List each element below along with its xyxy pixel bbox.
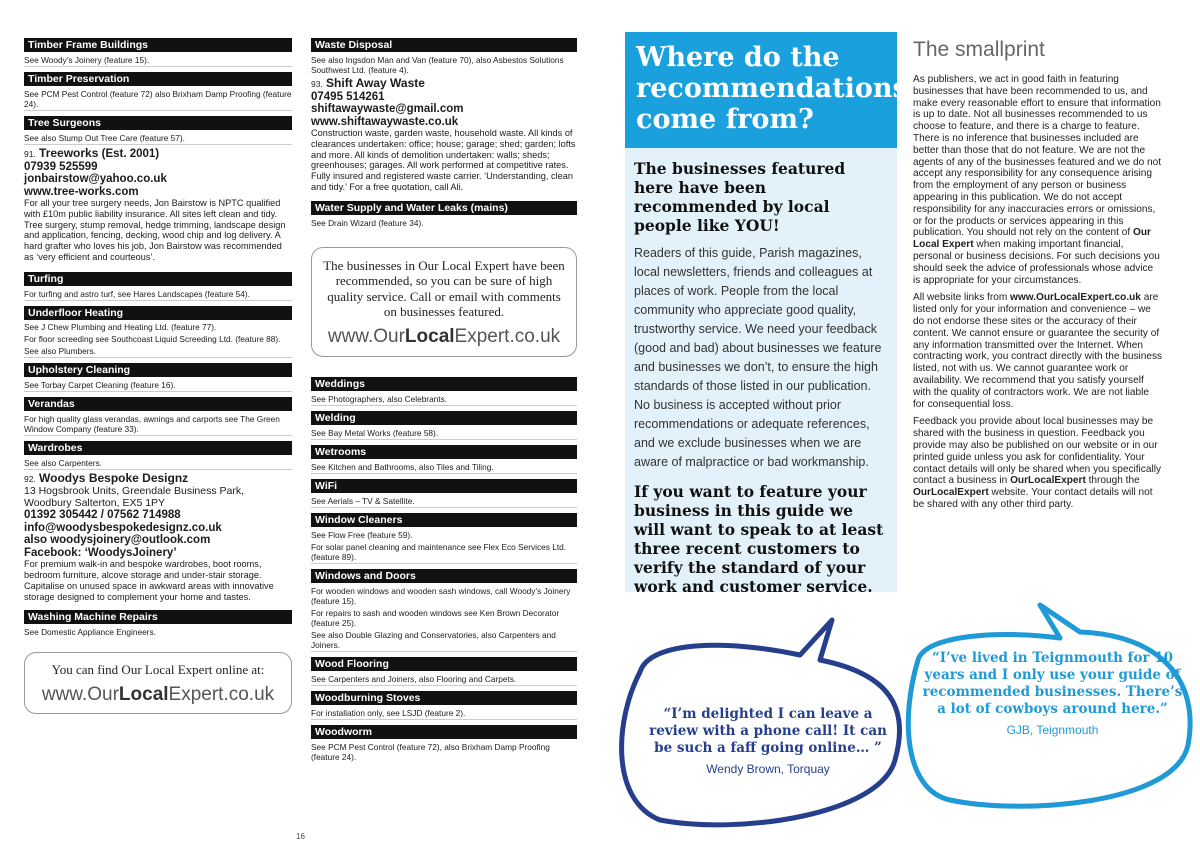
text: website. Your contact details will not be shared with any other third party. [913, 487, 1153, 510]
recommend-text: The businesses in Our Local Expert have been recommended, so you can be sure of high quality service. Call or email with comments on businesses featured. [323, 257, 565, 320]
heading-window-cleaners: Window Cleaners [311, 513, 577, 527]
website-link[interactable]: www.shiftawaywaste.co.uk [311, 115, 459, 128]
see-washing: See Domestic Appliance Engineers. [24, 627, 156, 638]
see-wetrooms: See Kitchen and Bathrooms, also Tiles and Tiling. [311, 459, 577, 474]
established: (Est. 2001) [101, 148, 160, 160]
heading-woodburning: Woodburning Stoves [311, 691, 577, 705]
heading-timber-frame: Timber Frame Buildings [24, 38, 292, 52]
quote-gjb [920, 650, 1185, 737]
address-2: Woodbury Salterton, EX5 1PY [24, 497, 166, 510]
heading-wood-flooring: Wood Flooring [311, 657, 577, 671]
panel-heading: Where do the recommendations come from? [625, 32, 897, 148]
heading-verandas: Verandas [24, 397, 292, 411]
heading-timber-preservation: Timber Preservation [24, 72, 292, 86]
panel-subheading: The businesses featured here have been recommended by local people like YOU! [634, 159, 846, 235]
see-weddings: See Photographers, also Celebrants. [311, 391, 577, 406]
heading-wifi: WiFi [311, 479, 577, 493]
url-part: Expert.co.uk [168, 683, 275, 705]
email-link[interactable]: info@woodysbespokedesignz.co.uk [24, 521, 222, 534]
email-link-2[interactable]: also woodysjoinery@outlook.com [24, 534, 211, 547]
see-tree-surgeons: See also Stump Out Tree Care (feature 57). [24, 130, 292, 145]
business-name: Shift Away Waste [326, 76, 425, 90]
website-link[interactable]: www.OurLocalExpert.co.uk [1010, 292, 1141, 304]
text: when making important financial, personal or business decisions. For such decisions you should seek the advice of professionals whose advice is appropriate for your circumstances. [913, 239, 1160, 286]
business-name: Treeworks [39, 146, 99, 160]
see-window-cleaners-1: See Flow Free (feature 59). [311, 529, 413, 540]
see-timber-frame: See Woody’s Joinery (feature 15). [24, 52, 292, 67]
text-bold: Our Local Expert [913, 227, 1151, 251]
url-part: Expert.co.uk [454, 325, 561, 347]
see-waste: See also Ingsdon Man and Van (feature 70), also Asbestos Solutions Southwest Ltd. (feature 4). [311, 55, 564, 75]
quote-text: “I’m delighted I can leave a review with a phone call! It can be such a faff going online… ” [649, 706, 887, 756]
text-bold: OurLocalExpert [1010, 475, 1086, 487]
heading-turfing: Turfing [24, 272, 292, 286]
quote-wendy [638, 706, 898, 776]
description: Construction waste, garden waste, household waste. All kinds of clearances undertaken: office; house; garage; shed; garden; lofts and more. All kinds of demolition undertaken: walls; sheds; greenhouses; garages. All work performed at competitive rates. Fully insured and registered waste carrier. ‘Understanding, clean and tidy.’ For a free quotation, call Ali. [311, 128, 576, 192]
url-part: www.Our [41, 683, 119, 705]
email-link[interactable]: shiftawaywaste@gmail.com [311, 103, 464, 115]
smallprint-title: The smallprint [913, 38, 1045, 61]
see-water: See Drain Wizard (feature 34). [311, 217, 424, 228]
description: For all your tree surgery needs, Jon Bairstow is NPTC qualified with £10m public liability insurance. All sites left clean and tidy. Tree surgery, stump removal, hedge trimming, landscape design and application, fencing, decking, wood chip and log delivery. A hard grafter who loves his job, Jon Bairstow was recommended as ‘very efficient and courteous’. [24, 198, 286, 262]
panel-footer: If you want to feature your business in this guide we will want to speak to at least three recent customers to verify the standard of your work and customer service. [634, 482, 884, 596]
see-windows-doors-2: For repairs to sash and wooden windows see Ken Brown Decorator (feature 25). [311, 607, 560, 628]
see-underfloor-3: See also Plumbers. [24, 344, 292, 358]
see-timber-preservation: See PCM Pest Control (feature 72) also Brixham Damp Proofing (feature 24). [24, 86, 292, 111]
see-upholstery: See Torbay Carpet Cleaning (feature 16). [24, 377, 292, 392]
panel-body: Readers of this guide, Parish magazines, local newsletters, friends and colleagues at places of work. People from the local community who appreciate good quality, trustworthy service. We need your feedback (good and bad) about businesses we feature and businesses we don’t, to ensure the high standards of those listed in our publication. No business is accepted without prior recommendations or adequate references, and we exclude businesses when we are aware of malpractice or bad workmanship. [634, 246, 882, 469]
heading-weddings: Weddings [311, 377, 577, 391]
see-woodburning: For installation only, see LSJD (feature 2). [311, 705, 577, 720]
business-name: Woodys Bespoke Designz [39, 470, 189, 485]
address-1: 13 Hogsbrook Units, Greendale Business Park, [24, 485, 245, 498]
text: All website links from [913, 292, 1011, 304]
listing-number: 91. [24, 149, 36, 159]
see-windows-doors-3: See also Double Glazing and Conservatories, also Carpenters and Joiners. [311, 628, 577, 652]
url-part: Local [404, 325, 455, 347]
see-welding: See Bay Metal Works (feature 58). [311, 425, 577, 440]
see-wood-flooring: See Carpenters and Joiners, also Flooring and Carpets. [311, 671, 577, 686]
url-part: www.Our [327, 325, 405, 347]
listing-number: 93. [311, 79, 323, 89]
phone: 01392 305442 / 07562 714988 [24, 509, 181, 522]
quote-text: “I’ve lived in Teignmouth for 10 years and I only use your guide of recommended businesses. There’s a lot of cowboys around here.” [922, 650, 1183, 717]
heading-tree-surgeons: Tree Surgeons [24, 116, 292, 130]
url-part: Local [118, 683, 169, 705]
heading-upholstery: Upholstery Cleaning [24, 363, 292, 377]
text: Feedback you provide about local businesses may be shared with the business in question. Feedback you provide may also be published on our website or in our printed guide unless you ask for confidentiality. Your contact details will only be shared when you specifically contact a business in [913, 416, 1161, 487]
see-wardrobes: See also Carpenters. [24, 455, 292, 470]
see-underfloor-2: For floor screeding see Southcoast Liquid Screeding Ltd. (feature 88). [24, 333, 281, 344]
see-windows-doors-1: For wooden windows and wooden sash windows, call Woody’s Joinery (feature 15). [311, 585, 571, 606]
see-window-cleaners-2: For solar panel cleaning and maintenance see Flex Eco Services Ltd. (feature 89). [311, 540, 577, 564]
heading-waste: Waste Disposal [311, 38, 577, 52]
email-link[interactable]: jonbairstow@yahoo.co.uk [24, 173, 167, 185]
phone: 07939 525599 [24, 160, 98, 173]
listing-number: 92. [24, 473, 36, 484]
heading-underfloor: Underfloor Heating [24, 306, 292, 320]
facebook: Facebook: ‘WoodysJoinery’ [24, 546, 177, 559]
text: As publishers, we act in good faith in featuring businesses that have been recommended to us, and make every reasonable effort to ensure that information is up to date. Not all businesses recommended to us choose to feature, and there is a charge to feature. There is no inference that businesses included are better than those that do not feature. We are not the agents of any of the businesses featured and we do not accept any responsibility for any consequence arising from the employment of any person or business appearing in this publication. We do not accept responsibility for any inaccuracies errors or omissions, or for the products or services appearing in this publication. You should not rely on the content of [913, 74, 1162, 239]
website-link[interactable]: www.tree-works.com [24, 185, 139, 198]
heading-washing: Washing Machine Repairs [24, 610, 292, 624]
text: are listed only for your information and convenience – we do not endorse these sites or the accuracy of their content. We cannot ensure or guarantee the security of any information transmitted over the Internet. When contracting work, you contract directly with the business listed, not with us. We cannot guarantee work or availability. We recommend that you satisfy yourself with the quality of contractors work. We are not liable for consequential loss. [913, 292, 1163, 410]
heading-wardrobes: Wardrobes [24, 441, 292, 455]
heading-windows-doors: Windows and Doors [311, 569, 577, 583]
see-woodworm: See PCM Pest Control (feature 72), also Brixham Damp Proofing (feature 24). [311, 741, 550, 762]
quote-author: Wendy Brown, Torquay [706, 762, 830, 776]
see-underfloor-1: See J Chew Plumbing and Heating Ltd. (feature 77). [24, 321, 217, 332]
text: through the [1085, 475, 1140, 487]
phone: 07495 514261 [311, 90, 385, 103]
see-verandas: For high quality glass verandas, awnings and carports see The Green Window Company (feature 33). [24, 411, 292, 436]
heading-welding: Welding [311, 411, 577, 425]
text-bold: OurLocalExpert [913, 487, 989, 499]
heading-water: Water Supply and Water Leaks (mains) [311, 201, 577, 215]
page-number: 16 [296, 832, 305, 841]
heading-wetrooms: Wetrooms [311, 445, 577, 459]
quote-author: GJB, Teignmouth [1006, 723, 1099, 737]
description: For premium walk-in and bespoke wardrobes, boot rooms, bedroom furniture, alcove storage and under-stair storage. Capitalise on unused space in awkward areas with innovative storage designed to complement your home and tastes. [24, 559, 274, 602]
online-text: You can find Our Local Expert online at: [51, 662, 265, 678]
see-wifi: See Aerials – TV & Satellite. [311, 493, 577, 508]
see-turfing: For turfing and astro turf, see Hares Landscapes (feature 54). [24, 286, 292, 301]
heading-woodworm: Woodworm [311, 725, 577, 739]
